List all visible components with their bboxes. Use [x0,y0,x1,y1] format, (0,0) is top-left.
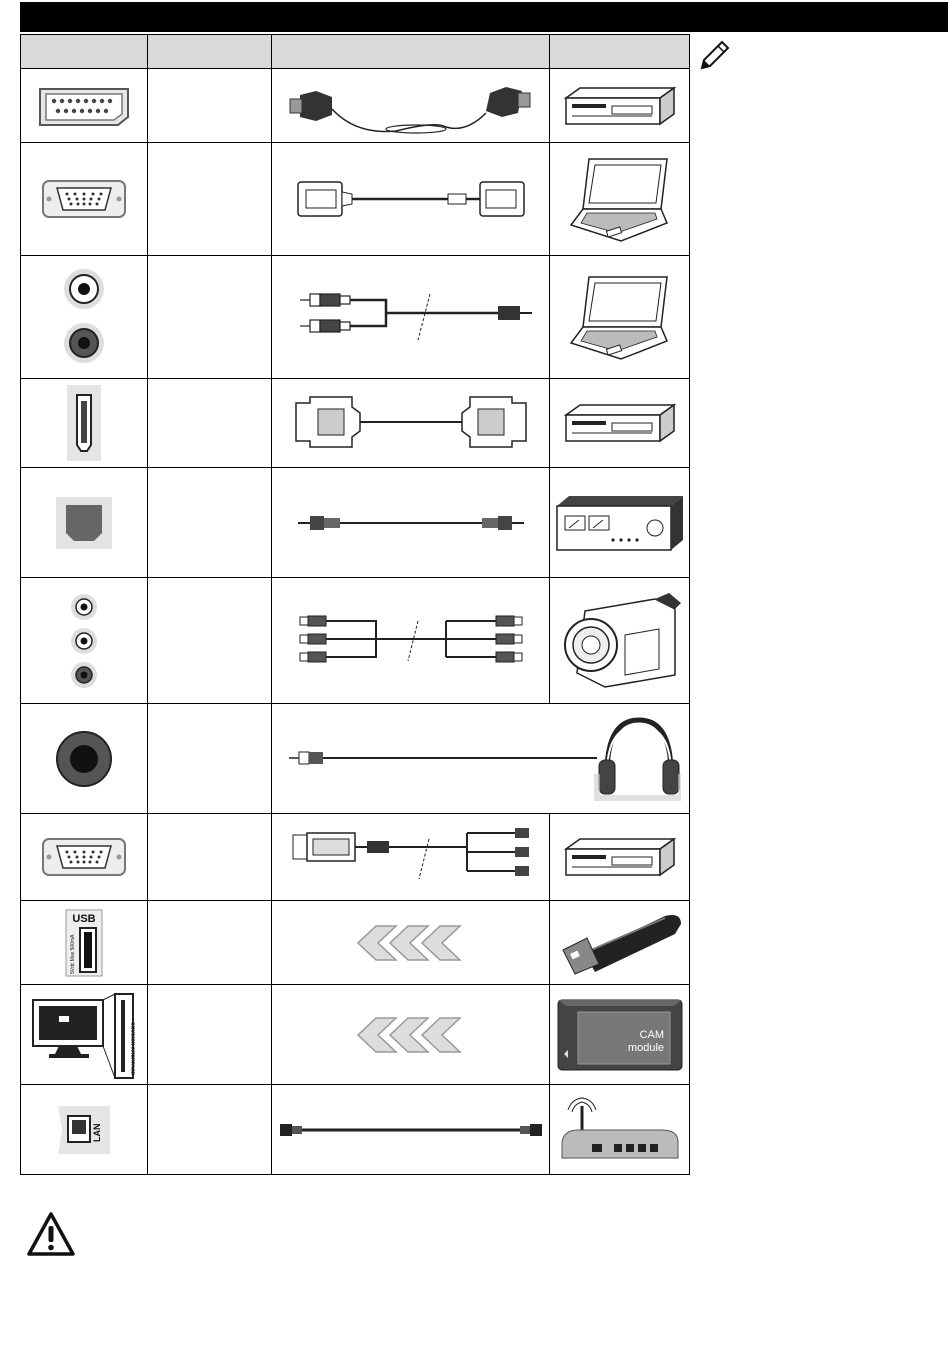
table-row-headphone [21,704,690,814]
vga-port-icon [41,179,127,219]
cam-label-line2: module [627,1041,664,1054]
vga-cable-icon [286,174,536,224]
table-row-hdmi [21,379,690,468]
table-row-ypbpr [21,814,690,901]
port-name-cell [147,468,272,578]
headphone-cable-icon [281,714,681,804]
port-name-cell [147,1085,272,1175]
audio-jack-port-icon [59,265,109,369]
optical-cable-icon [286,508,536,538]
table-row-pc-audio [21,256,690,379]
vga-port-icon [41,837,127,877]
ci-slot-icon [29,990,139,1080]
port-name-cell [147,704,272,814]
audio-cable-icon [286,282,536,352]
dvd-player-icon [562,401,678,445]
cam-module-icon [556,998,684,1072]
port-name-cell [147,814,272,901]
usb-label: USB [72,912,96,925]
header-cell [21,35,148,69]
usb-stick-icon [555,910,685,976]
ethernet-cable-icon [276,1118,546,1142]
port-name-cell [147,69,272,143]
port-name-cell [147,901,272,985]
port-name-cell [147,985,272,1085]
insert-arrows-icon [356,1016,466,1054]
connections-table [20,34,690,1175]
port-name-cell [147,379,272,468]
rca-port-icon [64,591,104,691]
port-name-cell [147,143,272,256]
table-header-row [21,35,690,69]
scart-port-icon [34,83,134,129]
hdmi-port-icon [67,385,101,461]
table-row-av [21,578,690,704]
port-name-cell [147,256,272,379]
headphone-jack-icon [54,729,114,789]
camcorder-icon [555,589,685,693]
pencil-note-icon [696,38,732,74]
header-cell [550,35,690,69]
insert-arrows-icon [356,924,466,962]
header-bar [20,2,948,32]
usb-spec-label: 5Vdc Max 500mA [69,934,76,974]
lan-label: LAN [91,1123,102,1142]
optical-port-icon [56,497,112,549]
amplifier-icon [555,494,685,552]
dvd-player-icon [562,835,678,879]
usb-port-icon [64,908,104,978]
lan-port-icon [54,1102,114,1158]
ci-label: COMMON INTERFACE [128,1021,135,1075]
router-icon [558,1092,682,1168]
laptop-icon [567,153,673,245]
cam-label-line1: CAM [639,1028,664,1041]
headphones-icon [597,720,681,798]
table-row-usb [21,901,690,985]
component-cable-icon [283,825,539,889]
table-row-scart [21,69,690,143]
rca-cable-icon [286,611,536,671]
scart-cable-icon [286,75,536,137]
header-cell [272,35,550,69]
table-row-spdif [21,468,690,578]
warning-triangle-icon [26,1210,76,1258]
laptop-icon [567,271,673,363]
table-row-ci [21,985,690,1085]
table-row-lan [21,1085,690,1175]
table-row-vga [21,143,690,256]
dvd-player-icon [562,84,678,128]
header-cell [147,35,272,69]
port-name-cell [147,578,272,704]
hdmi-cable-icon [286,391,536,455]
